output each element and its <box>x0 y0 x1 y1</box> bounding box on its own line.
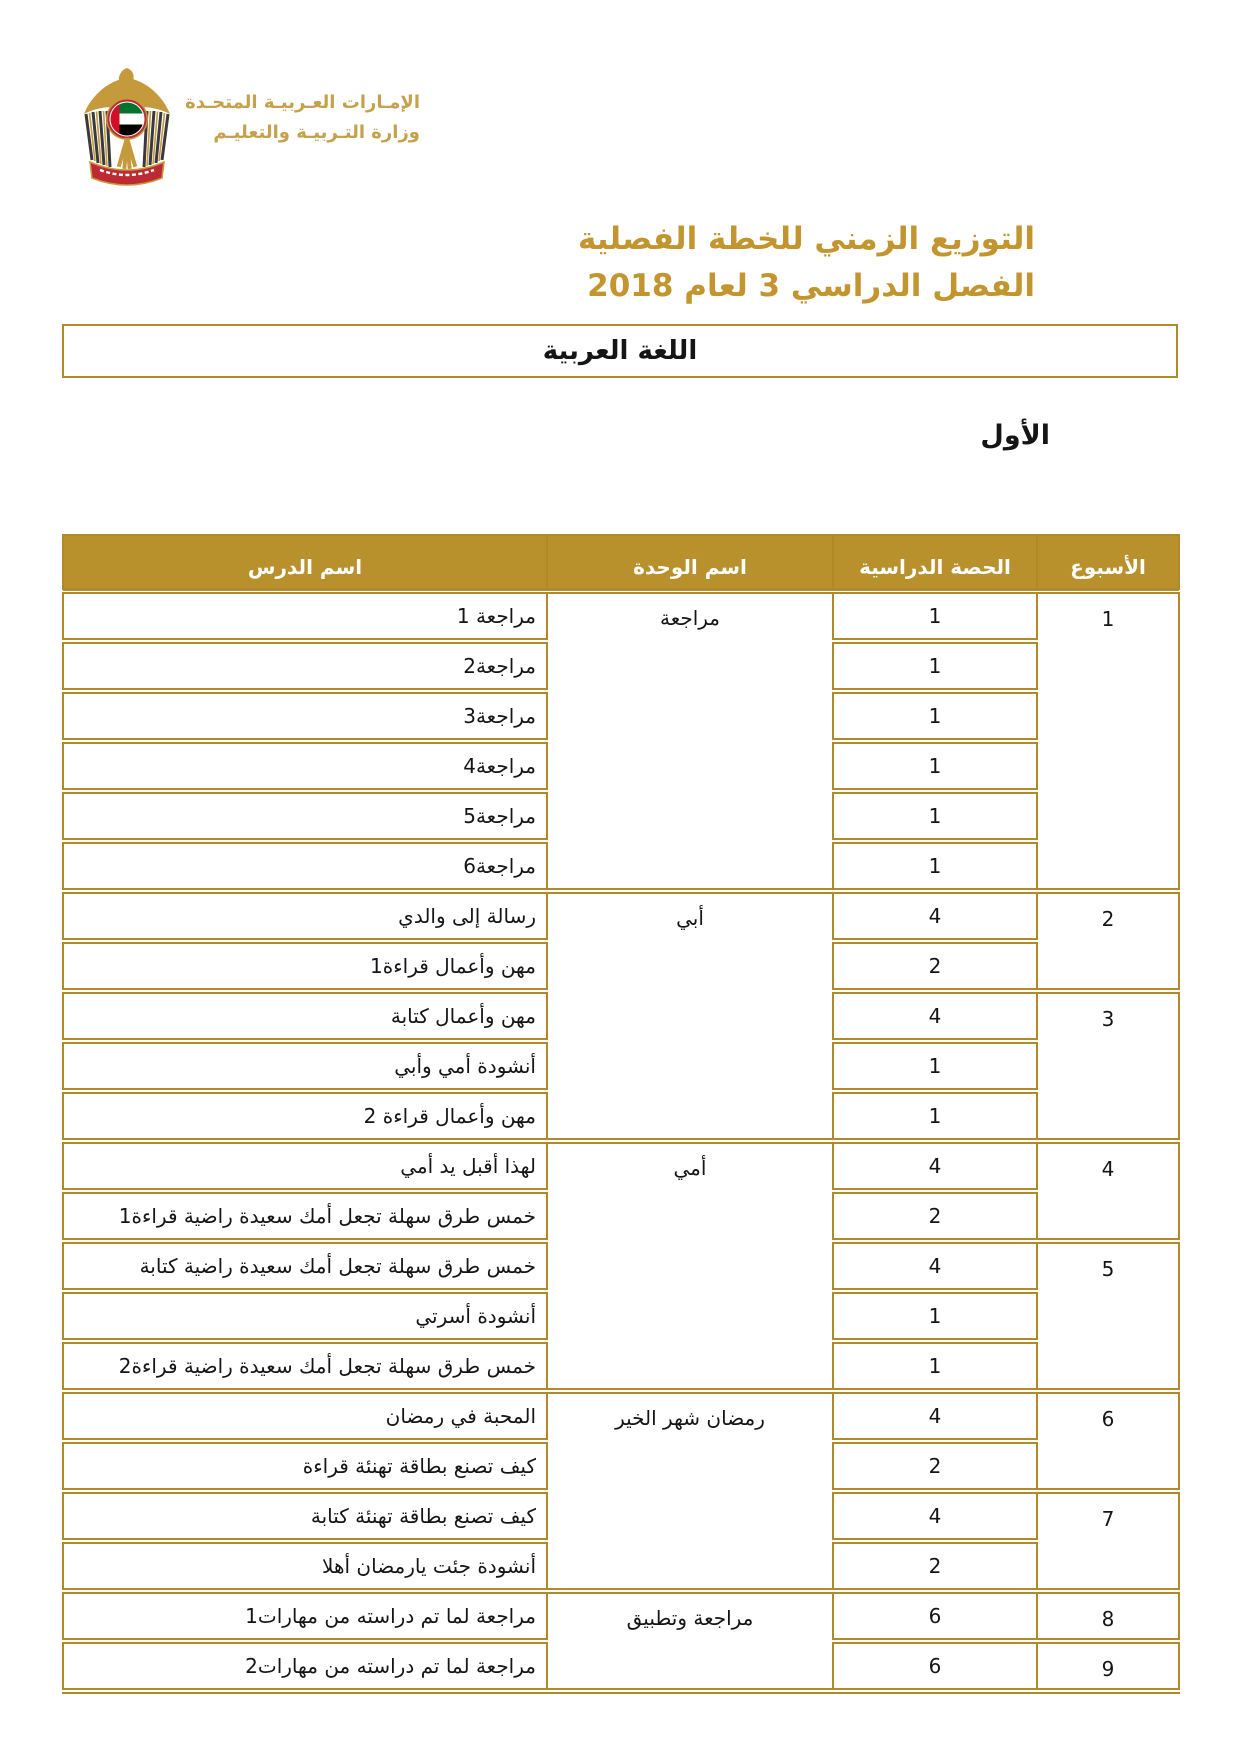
document-subtitle: الفصل الدراسي 3 لعام 2018 <box>587 268 1035 304</box>
unit-cell: مراجعة <box>547 591 833 891</box>
table-row <box>63 591 1179 641</box>
uae-falcon-emblem-icon <box>72 64 182 190</box>
ministry-name-block <box>185 88 420 148</box>
period-cell: 1 <box>833 841 1037 891</box>
week-cell: 2 <box>1037 891 1179 991</box>
table-row <box>63 1141 1179 1191</box>
lesson-cell: أنشودة أمي وأبي <box>63 1041 547 1091</box>
week-cell: 6 <box>1037 1391 1179 1491</box>
period-cell: 2 <box>833 1541 1037 1591</box>
week-cell: 3 <box>1037 991 1179 1141</box>
lesson-cell: مراجعة2 <box>63 641 547 691</box>
period-cell: 4 <box>833 891 1037 941</box>
lesson-cell: مهن وأعمال قراءة 2 <box>63 1091 547 1141</box>
unit-cell: أبي <box>547 891 833 1141</box>
lesson-cell: خمس طرق سهلة تجعل أمك سعيدة راضية قراءة1 <box>63 1191 547 1241</box>
unit-cell: رمضان شهر الخير <box>547 1391 833 1591</box>
table-row <box>63 891 1179 941</box>
lesson-cell: كيف تصنع بطاقة تهنئة قراءة <box>63 1441 547 1491</box>
period-cell: 6 <box>833 1591 1037 1641</box>
lesson-cell: مراجعة3 <box>63 691 547 741</box>
period-cell: 4 <box>833 1391 1037 1441</box>
unit-cell: مراجعة وتطبيق <box>547 1591 833 1691</box>
week-cell: 7 <box>1037 1491 1179 1591</box>
document-title-block <box>435 216 1035 310</box>
lesson-cell: رسالة إلى والدي <box>63 891 547 941</box>
lesson-cell: مراجعة5 <box>63 791 547 841</box>
lesson-cell: كيف تصنع بطاقة تهنئة كتابة <box>63 1491 547 1541</box>
period-cell: 2 <box>833 1191 1037 1241</box>
header-period: الحصة الدراسية <box>833 535 1037 591</box>
period-cell: 1 <box>833 641 1037 691</box>
week-cell: 8 <box>1037 1591 1179 1641</box>
period-cell: 4 <box>833 991 1037 1041</box>
week-cell: 4 <box>1037 1141 1179 1241</box>
lesson-cell: مراجعة6 <box>63 841 547 891</box>
header-unit: اسم الوحدة <box>547 535 833 591</box>
period-cell: 1 <box>833 1341 1037 1391</box>
week-cell: 9 <box>1037 1641 1179 1691</box>
table-row <box>63 1391 1179 1441</box>
week-cell: 5 <box>1037 1241 1179 1391</box>
lesson-cell: مراجعة لما تم دراسته من مهارات2 <box>63 1641 547 1691</box>
lesson-cell: مراجعة4 <box>63 741 547 791</box>
period-cell: 6 <box>833 1641 1037 1691</box>
document-title: التوزيع الزمني للخطة الفصلية <box>577 221 1035 257</box>
period-cell: 1 <box>833 591 1037 641</box>
lesson-cell: لهذا أقبل يد أمي <box>63 1141 547 1191</box>
section-heading: الأول <box>980 420 1050 451</box>
unit-cell: أمي <box>547 1141 833 1391</box>
table-row <box>63 1591 1179 1641</box>
period-cell: 4 <box>833 1141 1037 1191</box>
ministry-logo <box>72 64 420 194</box>
period-cell: 2 <box>833 1441 1037 1491</box>
lesson-cell: مراجعة لما تم دراسته من مهارات1 <box>63 1591 547 1641</box>
lesson-cell: مهن وأعمال قراءة1 <box>63 941 547 991</box>
lesson-cell: خمس طرق سهلة تجعل أمك سعيدة راضية كتابة <box>63 1241 547 1291</box>
ministry-name: وزارة التـربيـة والتعليـم <box>213 122 420 143</box>
lesson-cell: أنشودة جئت يارمضان أهلا <box>63 1541 547 1591</box>
country-name: الإمـارات العـربيـة المتحـدة <box>185 92 420 113</box>
schedule-table <box>62 534 1180 1694</box>
header-week: الأسبوع <box>1037 535 1179 591</box>
period-cell: 4 <box>833 1241 1037 1291</box>
period-cell: 2 <box>833 941 1037 991</box>
period-cell: 1 <box>833 1091 1037 1141</box>
period-cell: 1 <box>833 691 1037 741</box>
period-cell: 1 <box>833 741 1037 791</box>
lesson-cell: مهن وأعمال كتابة <box>63 991 547 1041</box>
lesson-cell: مراجعة 1 <box>63 591 547 641</box>
subject-box <box>62 324 1178 378</box>
period-cell: 1 <box>833 1041 1037 1091</box>
period-cell: 1 <box>833 1291 1037 1341</box>
lesson-cell: أنشودة أسرتي <box>63 1291 547 1341</box>
header-lesson: اسم الدرس <box>63 535 547 591</box>
period-cell: 1 <box>833 791 1037 841</box>
subject-label: اللغة العربية <box>542 336 698 366</box>
week-cell: 1 <box>1037 591 1179 891</box>
lesson-cell: خمس طرق سهلة تجعل أمك سعيدة راضية قراءة2 <box>63 1341 547 1391</box>
table-header-row <box>63 535 1179 591</box>
lesson-cell: المحبة في رمضان <box>63 1391 547 1441</box>
period-cell: 4 <box>833 1491 1037 1541</box>
